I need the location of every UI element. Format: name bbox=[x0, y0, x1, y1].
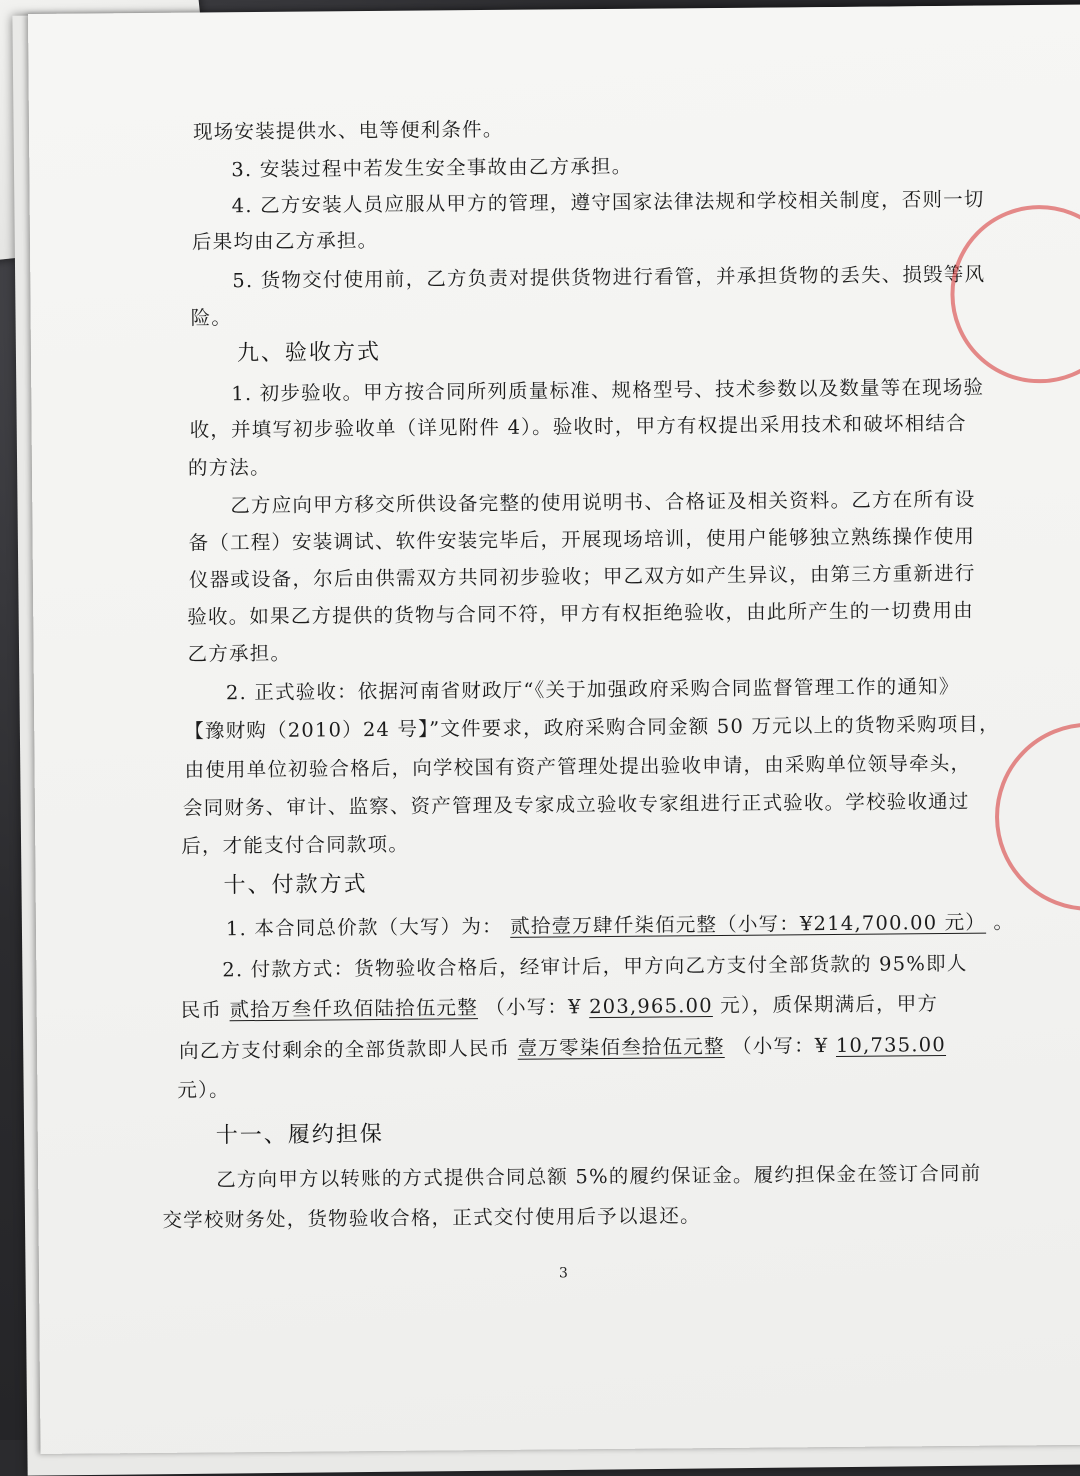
payment-total-label: 1. 本合同总价款（大写）为： bbox=[225, 914, 503, 941]
text-line: 2. 正式验收：依据河南省财政厅“《关于加强政府采购合同监督管理工作的通知》 bbox=[225, 674, 960, 705]
text-line: 4. 乙方安装人员应服从甲方的管理，遵守国家法律法规和学校相关制度，否则一切 bbox=[231, 187, 985, 218]
text-line: 现场安装提供水、电等便利条件。 bbox=[192, 117, 504, 144]
payment-total-line bbox=[226, 906, 1014, 941]
payment-total-amount: 贰拾壹万肆仟柒佰元整（小写：¥214,700.00 元） bbox=[510, 910, 987, 938]
payment-first-amount-number: 203,965.00 bbox=[589, 994, 713, 1019]
payment-remaining-line bbox=[179, 1029, 946, 1064]
text-line: 备（工程）安装调试、软件安装完毕后，开展现场培训，使用户能够独立熟练操作使用 bbox=[188, 524, 976, 555]
payment-first-mid: （小写：¥ bbox=[485, 995, 582, 1020]
document-page bbox=[28, 5, 1080, 1454]
text-line: 乙方向甲方以转账的方式提供合同总额 5%的履约保证金。履约担保金在签订合同前 bbox=[216, 1161, 982, 1192]
payment-remaining-amount-words: 壹万零柒佰叁拾伍元整 bbox=[517, 1034, 725, 1060]
text-line: 乙方应向甲方移交所供设备完整的使用说明书、合格证及相关资料。乙方在所有设 bbox=[230, 487, 976, 518]
text-line: 3. 安装过程中若发生安全事故由乙方承担。 bbox=[231, 154, 633, 182]
text-line: 1. 初步验收。甲方按合同所列质量标准、规格型号、技术参数以及数量等在现场验 bbox=[231, 375, 985, 406]
payment-first-amount-words: 贰拾万叁仟玖佰陆拾伍元整 bbox=[229, 996, 479, 1022]
text-line: 2. 付款方式：货物验收合格后，经审计后，甲方向乙方支付全部货款的 95%即人 bbox=[222, 951, 968, 982]
payment-remaining-label: 向乙方支付剩余的全部货款即人民币 bbox=[178, 1036, 511, 1063]
red-seal-bottom bbox=[994, 722, 1080, 912]
payment-first-line bbox=[181, 988, 939, 1023]
text-line: 险。 bbox=[190, 306, 233, 330]
text-line: 5. 货物交付使用前，乙方负责对提供货物进行看管，并承担货物的丢失、损毁等风 bbox=[232, 262, 986, 293]
red-seal-top bbox=[950, 204, 1080, 384]
text-line: 【豫财购（2010）24 号】”文件要求，政府采购合同金额 50 万元以上的货物采购项目， bbox=[184, 712, 1000, 743]
payment-remaining-mid: （小写：¥ bbox=[731, 1034, 829, 1058]
text-line: 乙方承担。 bbox=[187, 641, 292, 666]
text-line: 仪器或设备，尔后由供需双方共同初步验收；甲乙双方如产生异议，由第三方重新进行 bbox=[188, 561, 976, 592]
section-heading-10: 十、付款方式 bbox=[223, 872, 368, 899]
payment-first-label: 民币 bbox=[180, 998, 223, 1022]
text-line: 收，并填写初步验收单（详见附件 4）。验收时，甲方有权提出采用技术和破坏相结合 bbox=[189, 411, 967, 442]
page-number: 3 bbox=[558, 1265, 569, 1282]
payment-remaining-amount-number: 10,735.00 bbox=[835, 1033, 947, 1057]
text-line: 的方法。 bbox=[187, 455, 271, 480]
text-line: 交学校财务处，货物验收合格，正式交付使用后予以退还。 bbox=[162, 1204, 701, 1232]
text-line: 验收。如果乙方提供的货物与合同不符，甲方有权拒绝验收，由此所产生的一切费用由 bbox=[187, 598, 974, 629]
payment-first-end: 元），质保期满后，甲方 bbox=[720, 992, 939, 1017]
text-line: 后果均由乙方承担。 bbox=[191, 228, 379, 254]
text-line: 后，才能支付合同款项。 bbox=[181, 832, 410, 858]
section-heading-11: 十一、履约担保 bbox=[215, 1121, 384, 1149]
text-line: 会同财务、审计、监察、资产管理及专家成立验收专家组进行正式验收。学校验收通过 bbox=[182, 789, 970, 820]
payment-total-end: 。 bbox=[993, 910, 1015, 934]
text-line: 元）。 bbox=[177, 1078, 230, 1102]
text-line: 由使用单位初验合格后，向学校国有资产管理处提出验收申请，由采购单位领导牵头， bbox=[184, 751, 972, 782]
section-heading-9: 九、验收方式 bbox=[236, 339, 382, 367]
